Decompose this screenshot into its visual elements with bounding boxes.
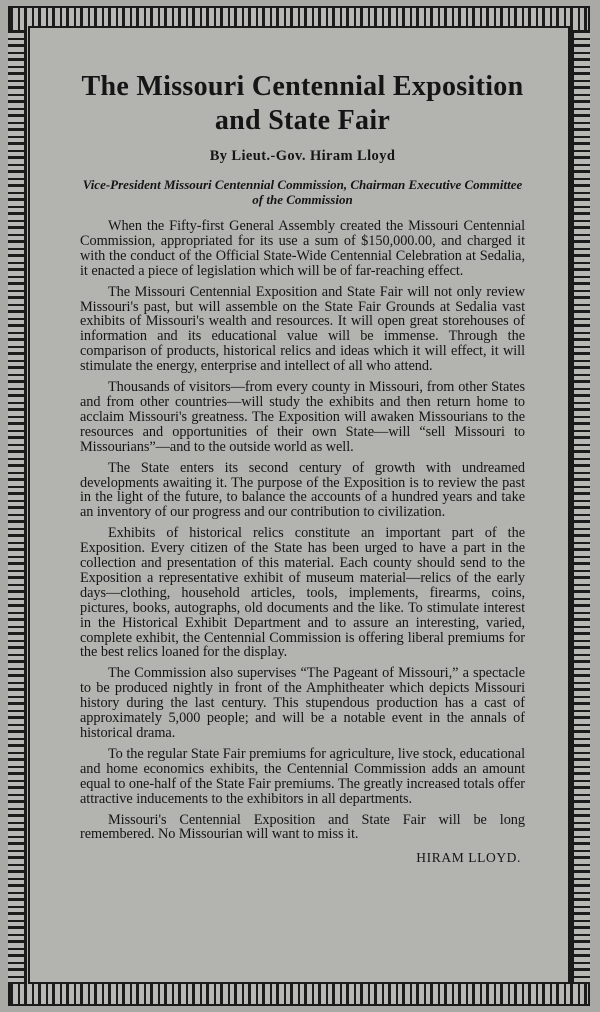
article-paragraph-3: Thousands of visitors—from every county in Missouri, from other States and from other countries—will study the exhibits and then return home to acclaim Missouri's greatness. The Exposition will awaken Missourians to the resources and opportunities of their own State—will “sell Missouri to Missourians”—and to the outside world as well. [80, 379, 525, 455]
article-signature: HIRAM LLOYD. [416, 850, 521, 866]
article-paragraph-2: The Missouri Centennial Exposition and State Fair will not only review Missouri's past, but will assemble on the State Fair Grounds at Sedalia vast exhibits of Missouri's wealth and resources. It will open great storehouses of information and its educational value will be immense. Through the comparison of products, historical relics and ideas which it will effect, it will stimulate the energy, enterprise and intellect of all who attend. [80, 283, 525, 375]
decorative-border-right [572, 30, 590, 984]
article-subtitle: Vice-President Missouri Centennial Commission, Chairman Executive Committee of the Commission [82, 177, 523, 207]
article-byline: By Lieut.-Gov. Hiram Lloyd [209, 148, 396, 164]
article-paragraph-8: Missouri's Centennial Exposition and State Fair will be long remembered. No Missourian will want to miss it. [80, 811, 525, 843]
article-paragraph-7: To the regular State Fair premiums for agriculture, live stock, educational and home economics exhibits, the Centennial Commission adds an amount equal to one-half of the State Fair premiums. The greatly increased totals offer attractive inducements to the exhibitors in all departments. [80, 745, 525, 807]
article-paragraph-4: The State enters its second century of growth with undreamed developments awaiting it. The purpose of the Exposition is to review the past in the light of the future, to balance the accounts of a hundred years and take an inventory of our progress and our contribution to civilization. [80, 459, 525, 521]
article-paragraph-5: Exhibits of historical relics constitute an important part of the Exposition. Every citizen of the State has been urged to have a part in the collection and presentation of this material. Each county should send to the Exposition a representative exhibit of museum material—relics of the early days—clothing, household articles, tools, implements, firearms, coins, pictures, books, autographs, old documents and the like. To stimulate interest in the Historical Exhibit Department and to assure an interesting, varied, complete exhibit, the Centennial Commission is offering liberal premiums for the best relics loaned for the display. [80, 525, 525, 661]
article-title: The Missouri Centennial Exposition and State Fair [81, 71, 524, 136]
article-paragraph-6: The Commission also supervises “The Pageant of Missouri,” a spectacle to be produced nightly in front of the Amphitheater which depicts Missouri history during the last century. This stupendous production has a cast of approximately 5,000 people; and will be a notable event in the annals of historical drama. [80, 665, 525, 741]
article-paragraph-1: When the Fifty-first General Assembly created the Missouri Centennial Commission, appropriated for its use a sum of $150,000.00, and charged it with the conduct of the Official State-Wide Centennial Celebration at Sedalia, it enacted a piece of legislation which will be of far-reaching effect. [80, 218, 525, 279]
article [80, 70, 525, 866]
decorative-border-left [8, 30, 26, 984]
